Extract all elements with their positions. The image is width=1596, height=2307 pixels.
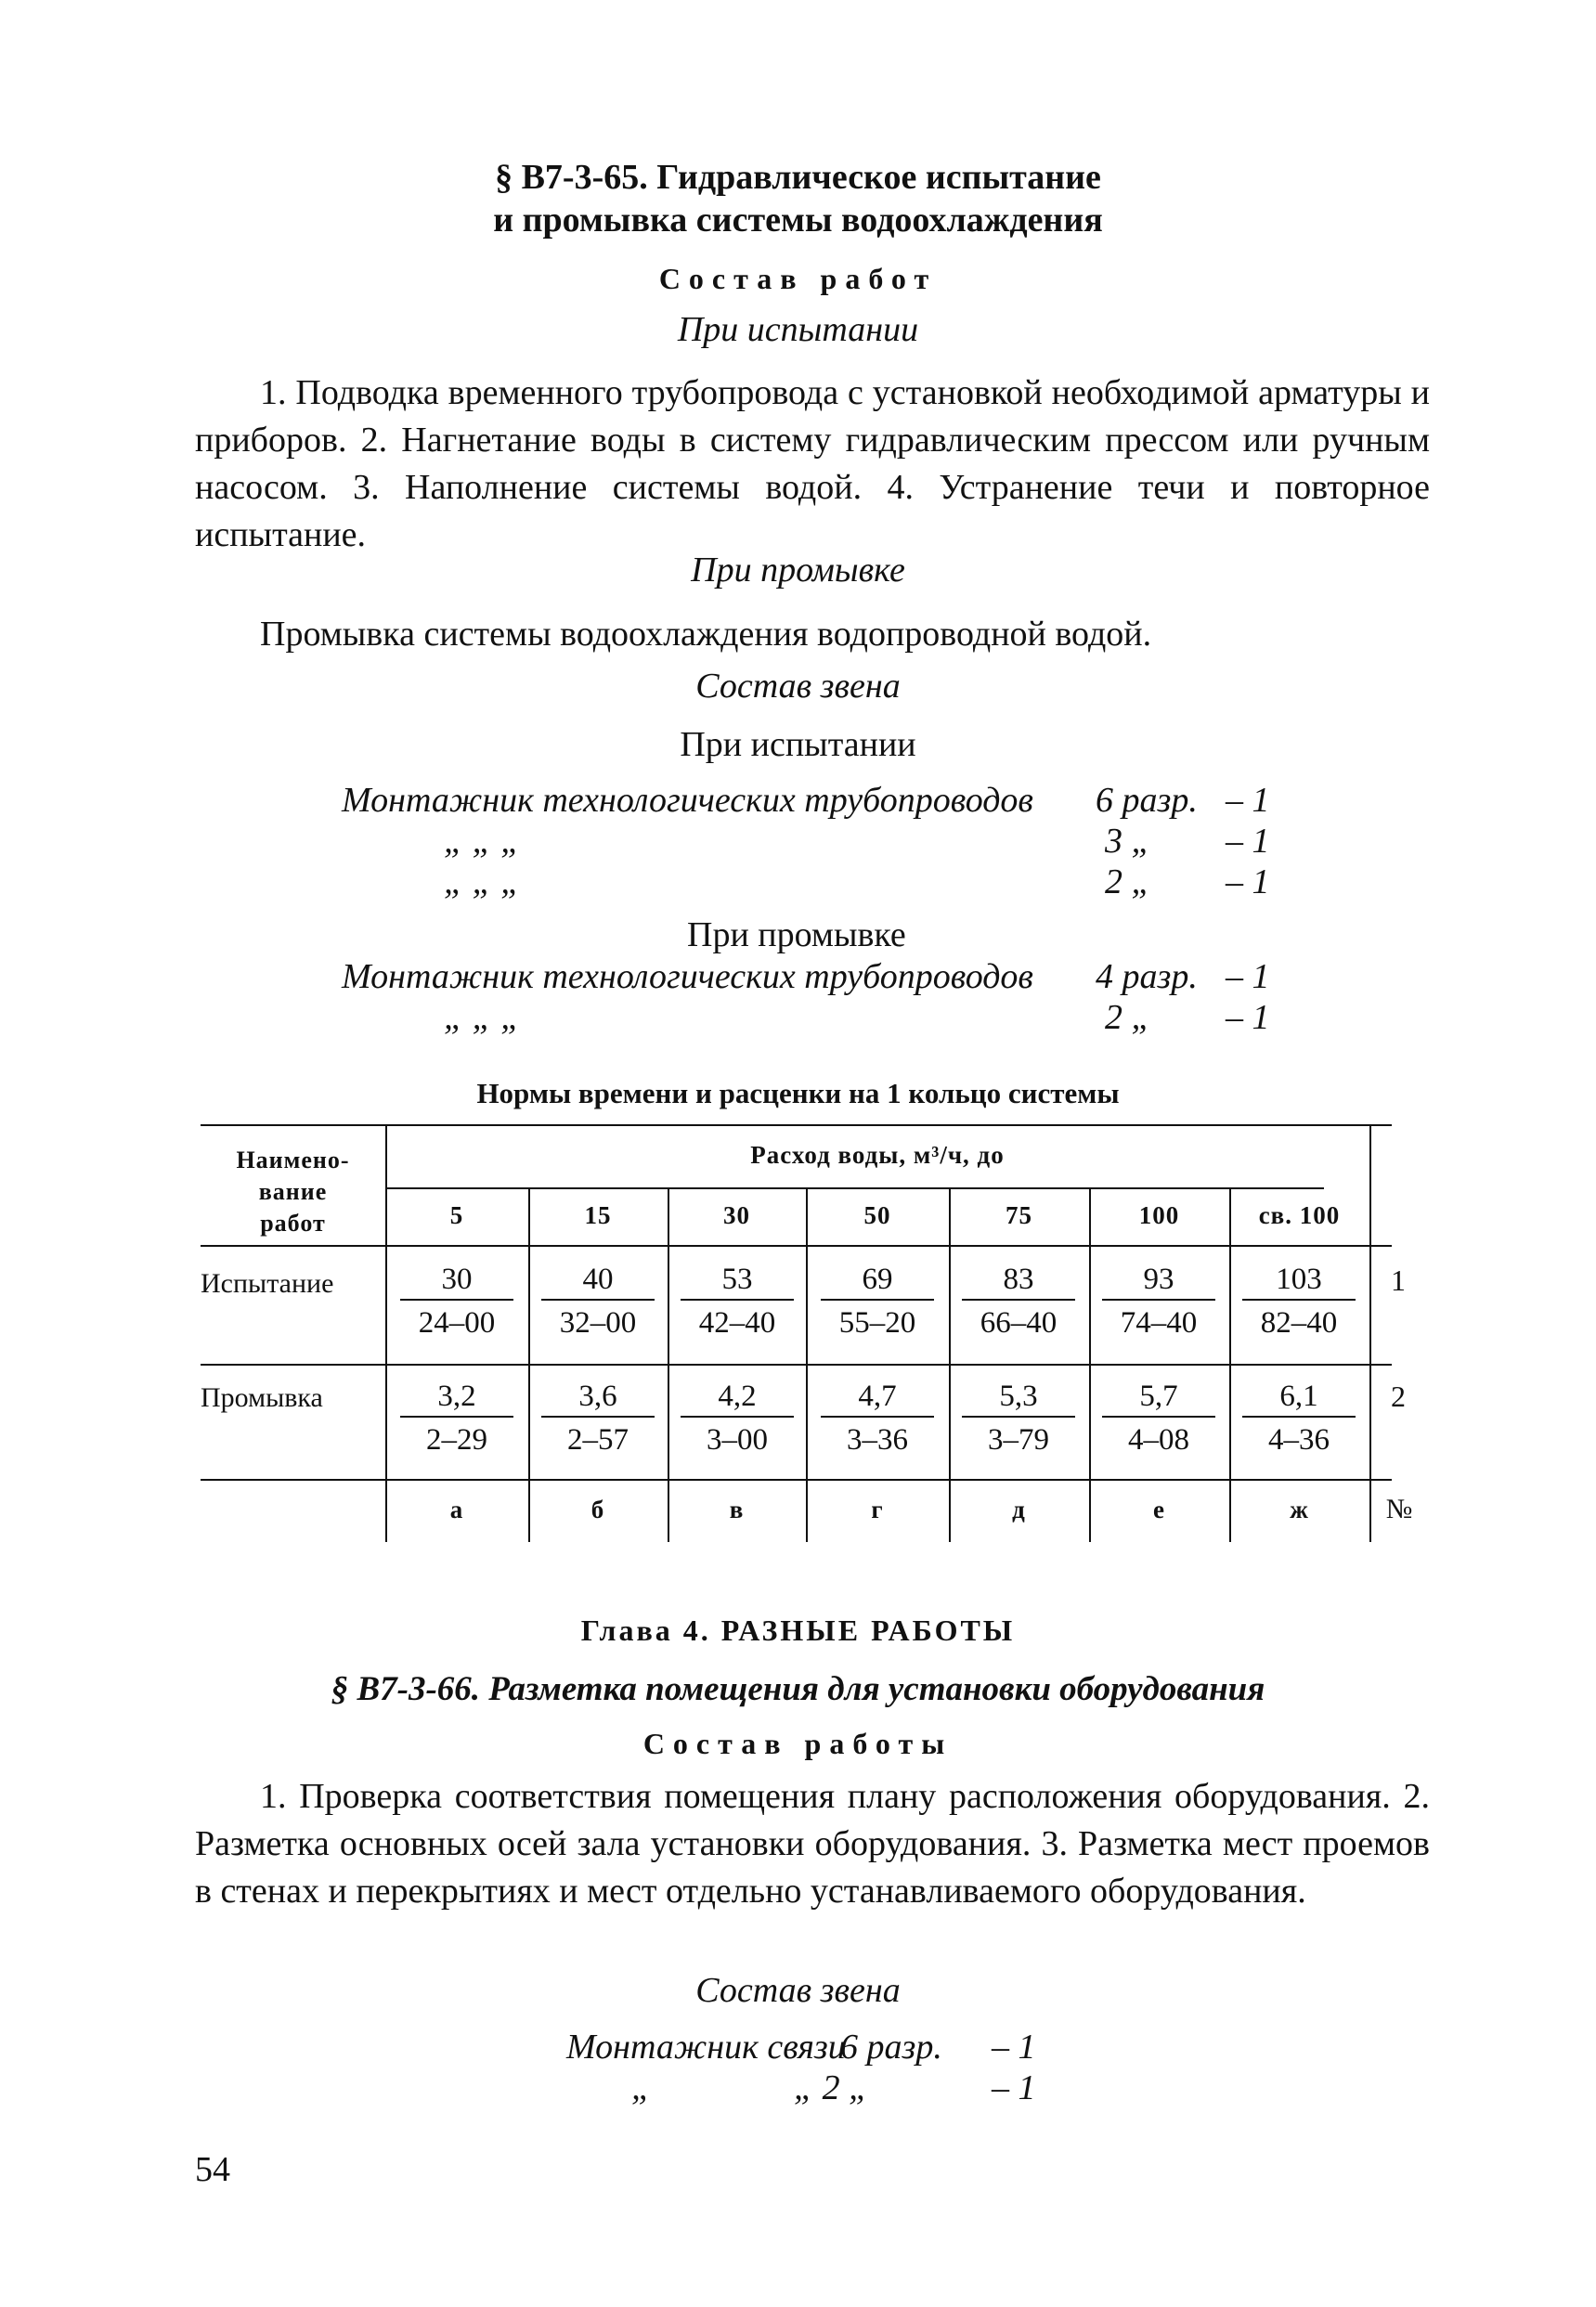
crew-count: – 1 xyxy=(1226,822,1270,861)
flush-paragraph: Промывка системы водоохлаждения водопроводной водой. xyxy=(260,615,1152,654)
column-letter: а xyxy=(449,1496,464,1523)
crew-count: – 1 xyxy=(992,2028,1036,2067)
crew-grade: 6 разр. xyxy=(1096,781,1198,820)
crew-row: „ „ „ xyxy=(444,998,521,1037)
column-letter: б xyxy=(590,1496,605,1523)
norm-rate-cell: 93 74–40 xyxy=(1089,1260,1228,1341)
norm-rate-cell: 53 42–40 xyxy=(668,1260,807,1341)
row-name: Испытание xyxy=(201,1268,334,1299)
norm-rate-cell: 3,2 2–29 xyxy=(387,1377,526,1458)
column-header: 30 xyxy=(723,1201,750,1229)
crew-grade: 2 „ xyxy=(1105,862,1151,901)
section-title-line2: и промывка системы водоохлаждения xyxy=(493,201,1103,240)
crew-grade: 6 разр. xyxy=(840,2028,942,2067)
crew-heading: Состав звена xyxy=(695,667,901,706)
number-column-label: № xyxy=(1385,1494,1413,1524)
crew-count: – 1 xyxy=(1226,862,1270,901)
flush-subheading: При промывке xyxy=(691,551,905,590)
norm-rate-cell: 4,7 3–36 xyxy=(808,1377,947,1458)
group-header: Расход воды, м³/ч, до xyxy=(750,1141,1005,1169)
norm-rate-cell: 40 32–00 xyxy=(528,1260,668,1341)
corner-header: Наимено- вание работ xyxy=(236,1147,350,1237)
crew-row: Монтажник связи xyxy=(566,2028,846,2067)
norm-rate-cell: 69 55–20 xyxy=(808,1260,947,1341)
crew-grade: 4 разр. xyxy=(1096,957,1198,996)
norm-rate-cell: 83 66–40 xyxy=(949,1260,1088,1341)
crew-grade: 2 „ xyxy=(1105,998,1151,1037)
row-number: 1 xyxy=(1391,1264,1406,1297)
crew-grade: „ 2 „ xyxy=(794,2068,869,2107)
column-header: 50 xyxy=(863,1201,891,1229)
chapter-heading: Глава 4. РАЗНЫЕ РАБОТЫ xyxy=(580,1614,1016,1647)
section-title-line1: § В7-3-65. Гидравлическое испытание xyxy=(495,158,1101,197)
norm-rate-cell: 4,2 3–00 xyxy=(668,1377,807,1458)
crew-count: – 1 xyxy=(992,2068,1036,2107)
test-subheading: При испытании xyxy=(677,310,919,349)
norm-rate-cell: 3,6 2–57 xyxy=(528,1377,668,1458)
crew-count: – 1 xyxy=(1226,998,1270,1037)
column-header: 75 xyxy=(1006,1201,1032,1229)
crew-count: – 1 xyxy=(1226,781,1270,820)
crew-row: „ „ „ xyxy=(444,862,521,901)
column-header: 5 xyxy=(449,1201,464,1229)
norm-rate-cell: 5,3 3–79 xyxy=(949,1377,1088,1458)
crew-count: – 1 xyxy=(1226,957,1270,996)
column-letter: г xyxy=(871,1496,884,1523)
column-header: св. 100 xyxy=(1258,1201,1341,1229)
crew-flush-heading: При промывке xyxy=(687,915,906,954)
section2-crew-heading: Состав звена xyxy=(695,1971,901,2010)
column-header: 100 xyxy=(1138,1201,1180,1229)
norm-rate-cell: 103 82–40 xyxy=(1229,1260,1369,1341)
table-caption: Нормы времени и расценки на 1 кольцо системы xyxy=(476,1077,1120,1109)
page-number: 54 xyxy=(195,2150,230,2189)
norm-rate-cell: 5,7 4–08 xyxy=(1089,1377,1228,1458)
row-number: 2 xyxy=(1391,1380,1406,1413)
column-letter: в xyxy=(729,1496,745,1523)
crew-row: „ xyxy=(631,2068,652,2107)
section2-paragraph: 1. Проверка соответствия помещения плану расположения оборудования. 2. Разметка основных осей зала установки оборудования. 3. Разметка мест проемов в стенах и перекрытиях и мест отдельно устанавливаемого оборудования. xyxy=(195,1777,1430,1911)
crew-row: Монтажник технологических трубопроводов xyxy=(342,957,1033,996)
norm-rate-cell: 30 24–00 xyxy=(387,1260,526,1341)
column-header: 15 xyxy=(584,1201,612,1229)
crew-row: „ „ „ xyxy=(444,822,521,861)
crew-grade: 3 „ xyxy=(1105,822,1151,861)
section2-title: § В7-3-66. Разметка помещения для установки оборудования xyxy=(331,1670,1265,1708)
test-paragraph: 1. Подводка временного трубопровода с установкой необходимой арматуры и приборов. 2. Нагнетание воды в систему гидравлическим прессом или ручным насосом. 3. Наполнение системы водой. 4. Устранение течи и повторное испытание. xyxy=(195,373,1430,554)
column-letter: е xyxy=(1153,1496,1165,1523)
column-letter: д xyxy=(1012,1496,1026,1523)
work-composition-heading: Состав работ xyxy=(658,262,938,295)
column-letter: ж xyxy=(1290,1496,1309,1523)
crew-row: Монтажник технологических трубопроводов xyxy=(342,781,1033,820)
section2-work-composition: Состав работы xyxy=(642,1727,954,1760)
crew-test-heading: При испытании xyxy=(680,725,916,764)
row-name: Промывка xyxy=(201,1382,323,1413)
norm-rate-cell: 6,1 4–36 xyxy=(1229,1377,1369,1458)
